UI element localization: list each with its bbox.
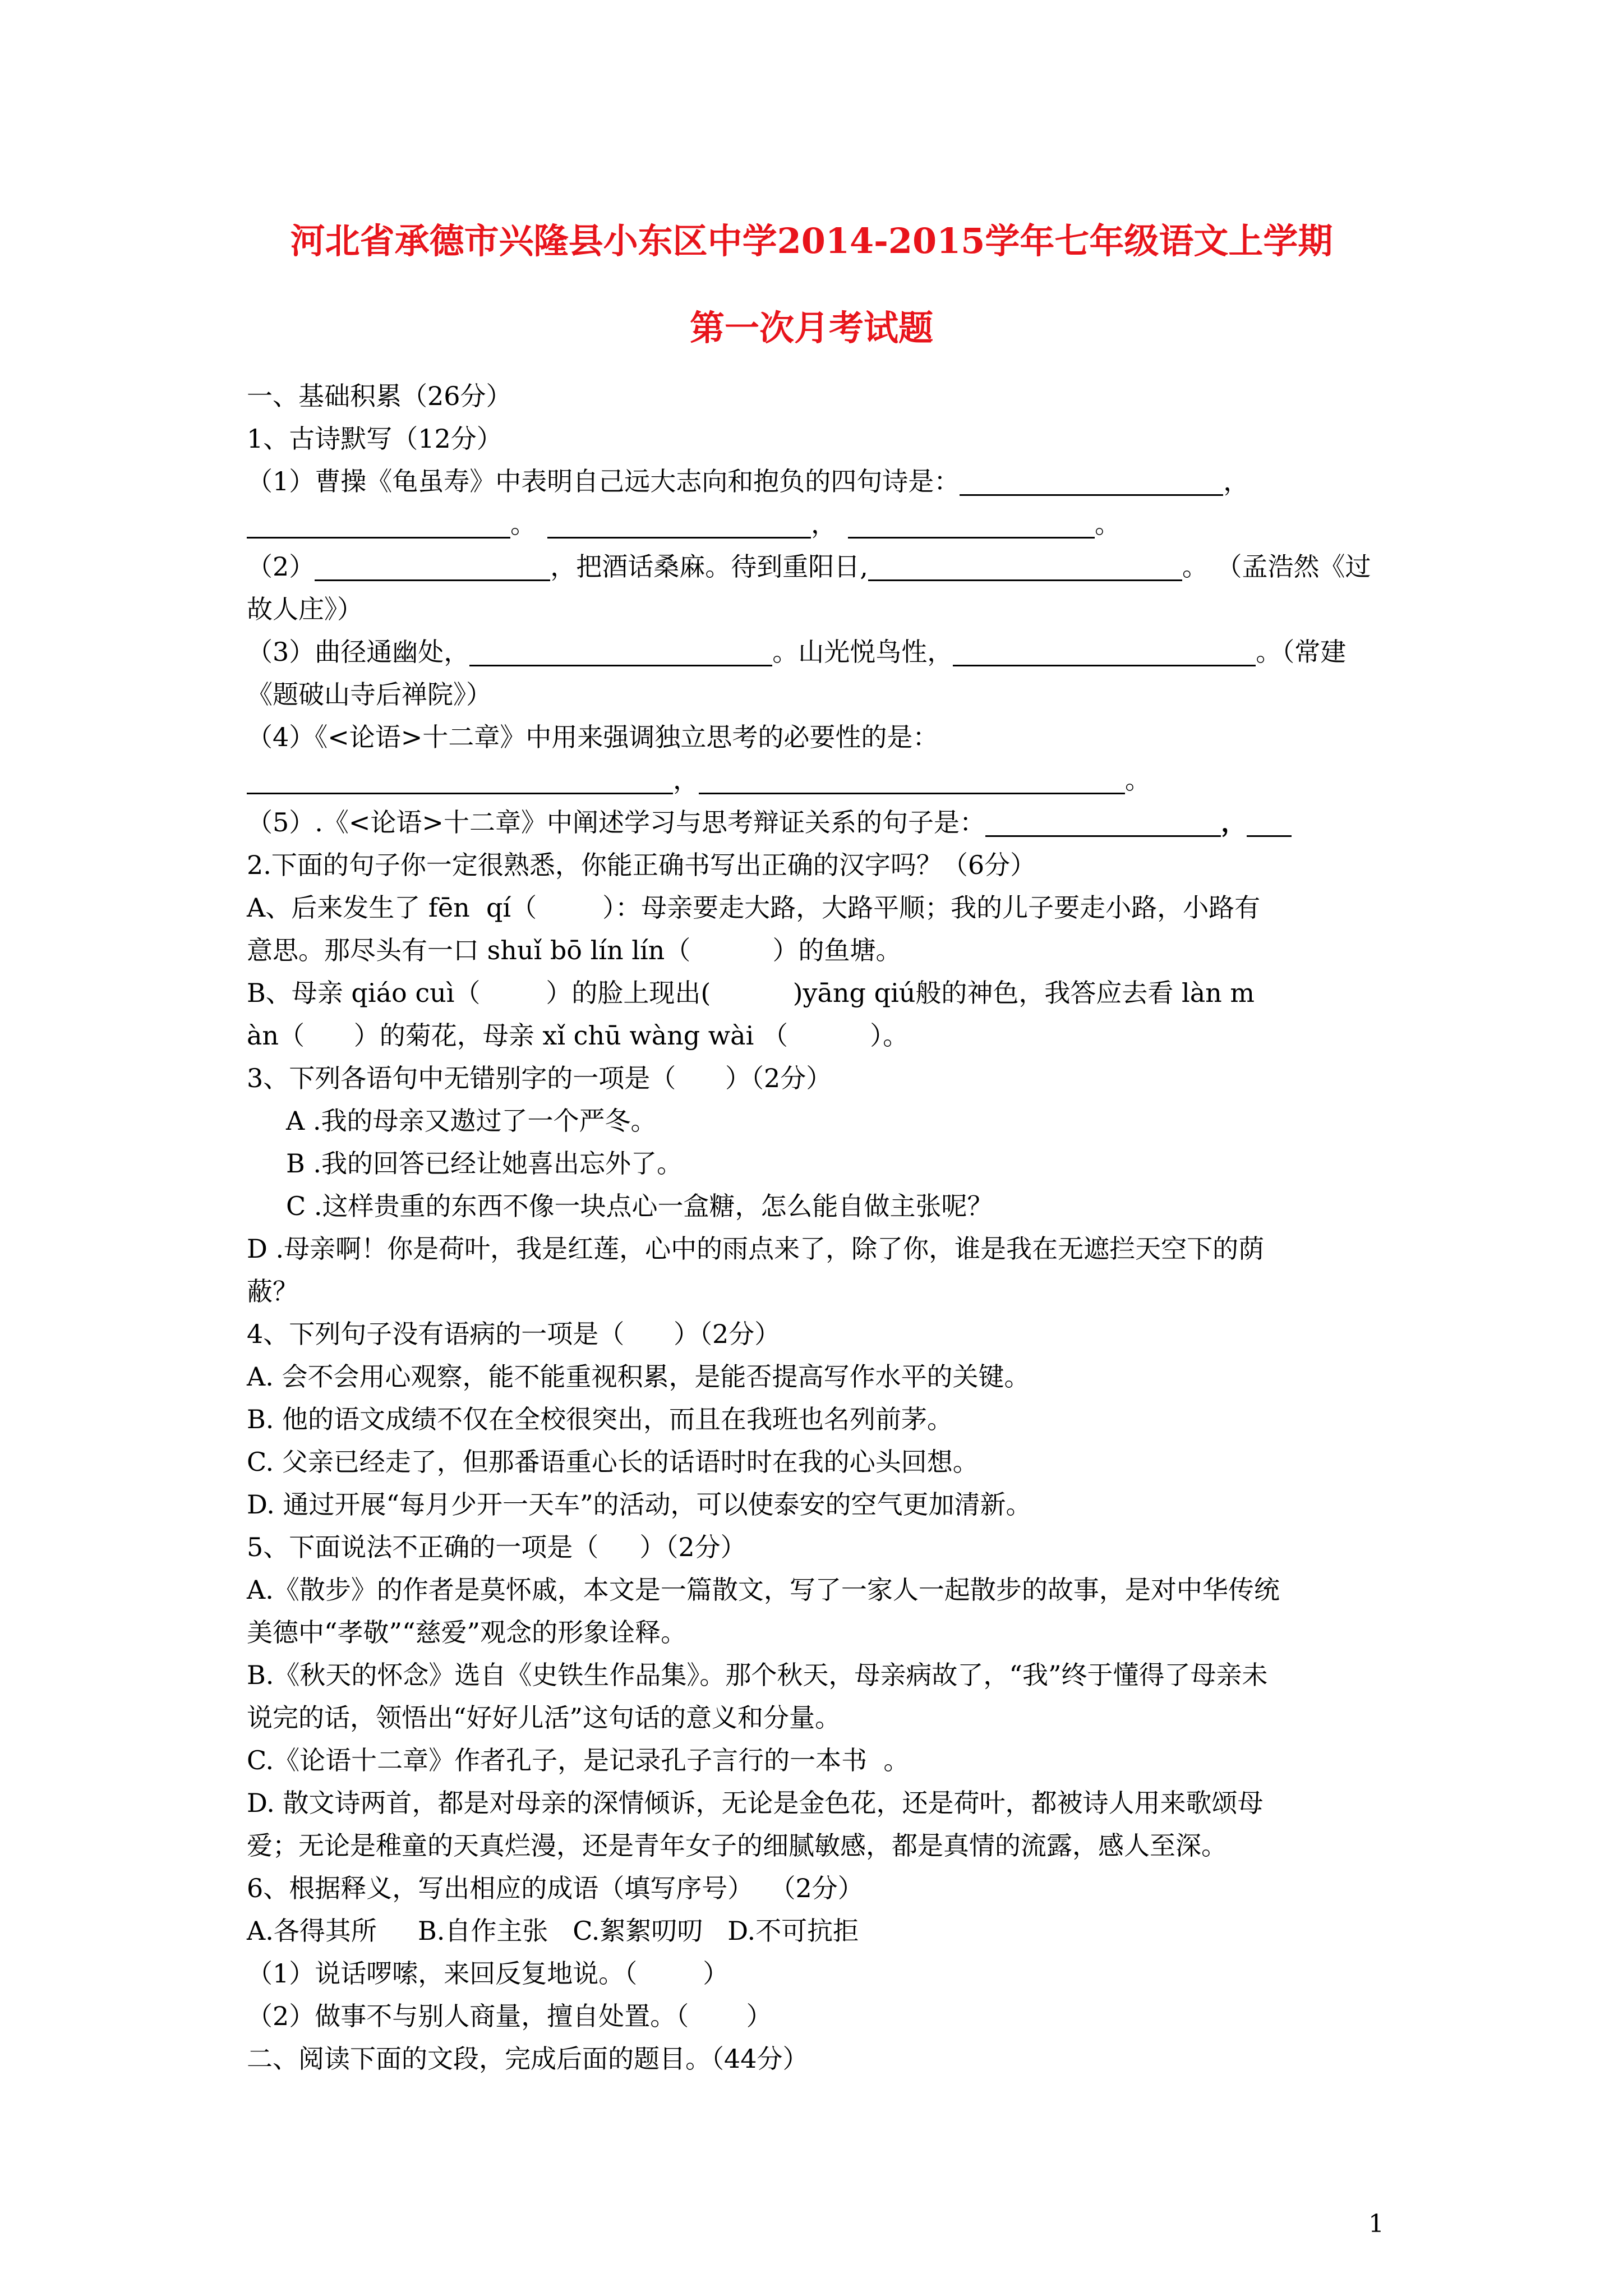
option-b: B .我的回答已经让她喜出忘外了。 [286, 1148, 683, 1179]
exam-title-line-1: 河北省承德市兴隆县小东区中学2014-2015学年七年级语文上学期 [290, 220, 1333, 261]
answer-blank[interactable] [960, 466, 1223, 496]
question-line [247, 801, 1391, 844]
question-heading: 1、古诗默写（12分） [247, 424, 502, 454]
answer-blank[interactable] [469, 637, 772, 666]
question-heading: 5、下面说法不正确的一项是（ ）（2分） [247, 1532, 746, 1562]
question-line: 故人庄》） [247, 594, 363, 624]
option-a: A.《散步》的作者是莫怀戚，本文是一篇散文，写了一家人一起散步的故事，是对中华传统 [247, 1575, 1280, 1605]
answer-blank[interactable] [547, 509, 811, 539]
question-heading: 3、下列各语句中无错别字的一项是（ ）（2分） [247, 1063, 832, 1093]
option-c: C.《论语十二章》作者孔子，是记录孔子言行的一本书 。 [247, 1745, 910, 1775]
punctuation: 。 [510, 509, 536, 539]
punctuation: 。 [1095, 509, 1121, 539]
answer-blank[interactable] [868, 551, 1182, 581]
punctuation: ， [1223, 466, 1249, 496]
option-d: D. 通过开展“每月少开一天车”的活动，可以使泰安的空气更加清新。 [247, 1489, 1032, 1520]
answer-blank[interactable] [1247, 807, 1292, 837]
question-line: （4）《<论语>十二章》中用来强调独立思考的必要性的是： [247, 722, 939, 752]
question-line: àn（ ）的菊花，母亲 xǐ chū wàng wài （ ）。 [247, 1020, 909, 1051]
question-line: B、母亲 qiáo cuì（ ）的脸上现出( )yāng qiú般的神色，我答应去看 làn m [247, 978, 1255, 1008]
question-line: （2）做事不与别人商量，擅自处置。（ ） [247, 2001, 772, 2031]
option-d-continued: 爱；无论是稚童的天真烂漫，还是青年女子的细腻敏感，都是真情的流露，感人至深。 [247, 1830, 1227, 1861]
answer-blank[interactable] [247, 765, 673, 794]
option-a: A .我的母亲又遨过了一个严冬。 [286, 1106, 657, 1136]
answer-blank[interactable] [848, 509, 1095, 539]
answer-blank[interactable] [699, 765, 1125, 794]
question-line [247, 545, 1391, 588]
section-heading: 二、阅读下面的文段，完成后面的题目。（44分） [247, 2044, 809, 2074]
section-heading: 一、基础积累（26分） [247, 381, 512, 411]
question-text: （5）.《<论语>十二章》中阐述学习与思考辩证关系的句子是： [247, 807, 985, 838]
idiom-options: A.各得其所 B.自作主张 C.絮絮叨叨 D.不可抗拒 [247, 1916, 859, 1946]
exam-title-line-2: 第一次月考试题 [689, 307, 933, 348]
question-line: 意思。那尽头有一口 shuǐ bō lín lín（ ）的鱼塘。 [247, 935, 902, 965]
question-text: ，把酒话桑麻。待到重阳日, [550, 551, 868, 582]
option-b-continued: 说完的话，领悟出“好好儿活”这句话的意义和分量。 [247, 1703, 841, 1733]
question-text: （3）曲径通幽处， [247, 637, 470, 667]
question-line [247, 503, 1391, 545]
question-line: A、后来发生了 fēn qí（ ）：母亲要走大路，大路平顺；我的儿子要走小路，小路有 [247, 892, 1261, 923]
exam-content [247, 375, 1391, 2080]
option-c: C. 父亲已经走了，但那番语重心长的话语时时在我的心头回想。 [247, 1447, 979, 1477]
option-d: D. 散文诗两首，都是对母亲的深情倾诉，无论是金色花，还是荷叶，都被诗人用来歌颂母 [247, 1788, 1264, 1818]
answer-blank[interactable] [315, 551, 550, 581]
question-text: 。山光悦鸟性， [772, 637, 953, 667]
answer-blank[interactable] [985, 807, 1221, 837]
page-number: 1 [1368, 2210, 1384, 2238]
answer-blank[interactable] [953, 637, 1256, 666]
question-heading: 4、下列句子没有语病的一项是（ ）（2分） [247, 1319, 781, 1349]
question-text: 。（常建 [1256, 637, 1347, 667]
option-a-continued: 美德中“孝敬”“慈爱”观念的形象诠释。 [247, 1617, 687, 1648]
option-d: D .母亲啊！你是荷叶，我是红莲，心中的雨点来了，除了你，谁是我在无遮拦天空下的荫 [247, 1234, 1265, 1264]
option-d-continued: 蔽？ [247, 1276, 298, 1306]
option-a: A. 会不会用心观察，能不能重视积累，是能否提高写作水平的关键。 [247, 1361, 1030, 1392]
question-line [247, 460, 1391, 503]
option-b: B.《秋天的怀念》选自《史铁生作品集》。那个秋天，母亲病故了，“我”终于懂得了母亲未 [247, 1660, 1268, 1690]
punctuation: ， [673, 765, 699, 795]
question-line: （1）说话啰嗦，来回反复地说。（ ） [247, 1958, 729, 1989]
punctuation: ， [811, 509, 837, 539]
punctuation: ， [1220, 807, 1247, 838]
question-text: （2） [247, 551, 315, 582]
question-line [247, 631, 1391, 673]
question-line: 《题破山寺后禅院》） [247, 679, 492, 710]
question-text: （1）曹操《龟虽寿》中表明自己远大志向和抱负的四句诗是： [247, 466, 960, 496]
punctuation: 。 [1125, 765, 1151, 795]
option-c: C .这样贵重的东西不像一块点心一盒糖，怎么能自做主张呢？ [286, 1191, 993, 1221]
option-b: B. 他的语文成绩不仅在全校很突出，而且在我班也名列前茅。 [247, 1404, 953, 1434]
answer-blank[interactable] [247, 509, 510, 539]
question-text: 。 （孟浩然《过 [1182, 551, 1371, 582]
question-line [247, 758, 1391, 801]
question-heading: 6、根据释义，写出相应的成语（填写序号） （2分） [247, 1873, 864, 1903]
question-heading: 2.下面的句子你一定很熟悉，你能正确书写出正确的汉字吗？（6分） [247, 850, 1036, 880]
